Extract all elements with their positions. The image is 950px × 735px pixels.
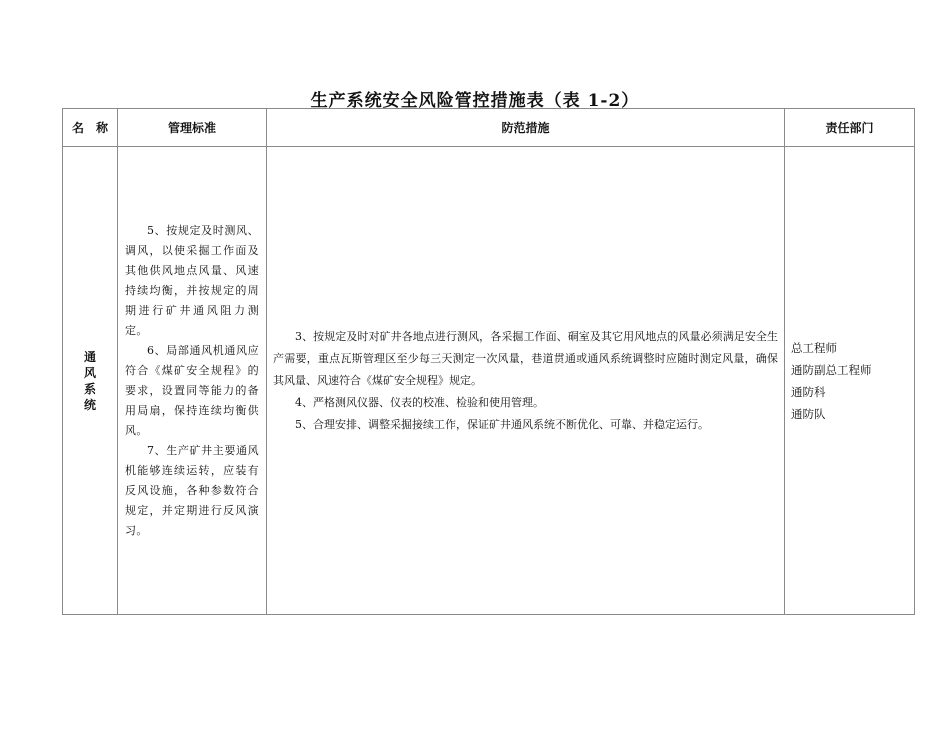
header-name: 名 称 — [63, 109, 118, 147]
risk-control-table — [62, 108, 915, 615]
standard-item: 7、生产矿井主要通风机能够连续运转，应装有反风设施，各种参数符合规定，并定期进行反风演习。 — [125, 443, 259, 537]
table-row — [63, 147, 915, 615]
header-department: 责任部门 — [785, 109, 915, 147]
system-name: 通风系统 — [83, 349, 96, 412]
department-item: 总工程师 — [791, 340, 837, 355]
department-item: 通防队 — [791, 406, 826, 421]
measure-item: 5、合理安排、调整采掘接续工作，保证矿井通风系统不断优化、可靠、并稳定运行。 — [295, 417, 709, 431]
standard-cell — [118, 147, 267, 615]
department-item: 通防副总工程师 — [791, 362, 872, 377]
page-title: 生产系统安全风险管控措施表（表 1-2） — [310, 91, 640, 111]
standard-item: 6、局部通风机通风应符合《煤矿安全规程》的要求，设置同等能力的备用局扇，保持连续均衡供风。 — [125, 343, 259, 437]
measure-item: 3、按规定及时对矿井各地点进行测风，各采掘工作面、硐室及其它用风地点的风量必须满足安全生产需要，重点瓦斯管理区至少每三天测定一次风量，巷道贯通或通风系统调整时应随时测定风量，确保其风量、风速符合《煤矿安全规程》规定。 — [273, 329, 778, 387]
measure-item: 4、严格测风仪器、仪表的校准、检验和使用管理。 — [295, 395, 544, 409]
standard-item: 5、按规定及时测风、调风，以使采掘工作面及其他供风地点风量、风速持续均衡，并按规定的周期进行矿井通风阻力测定。 — [125, 223, 259, 337]
department-cell — [785, 147, 915, 615]
department-item: 通防科 — [791, 384, 826, 399]
header-measures: 防范措施 — [267, 109, 785, 147]
header-standard: 管理标准 — [118, 109, 267, 147]
table-header-row — [63, 109, 915, 147]
measures-cell — [267, 147, 785, 615]
name-cell — [63, 147, 118, 615]
